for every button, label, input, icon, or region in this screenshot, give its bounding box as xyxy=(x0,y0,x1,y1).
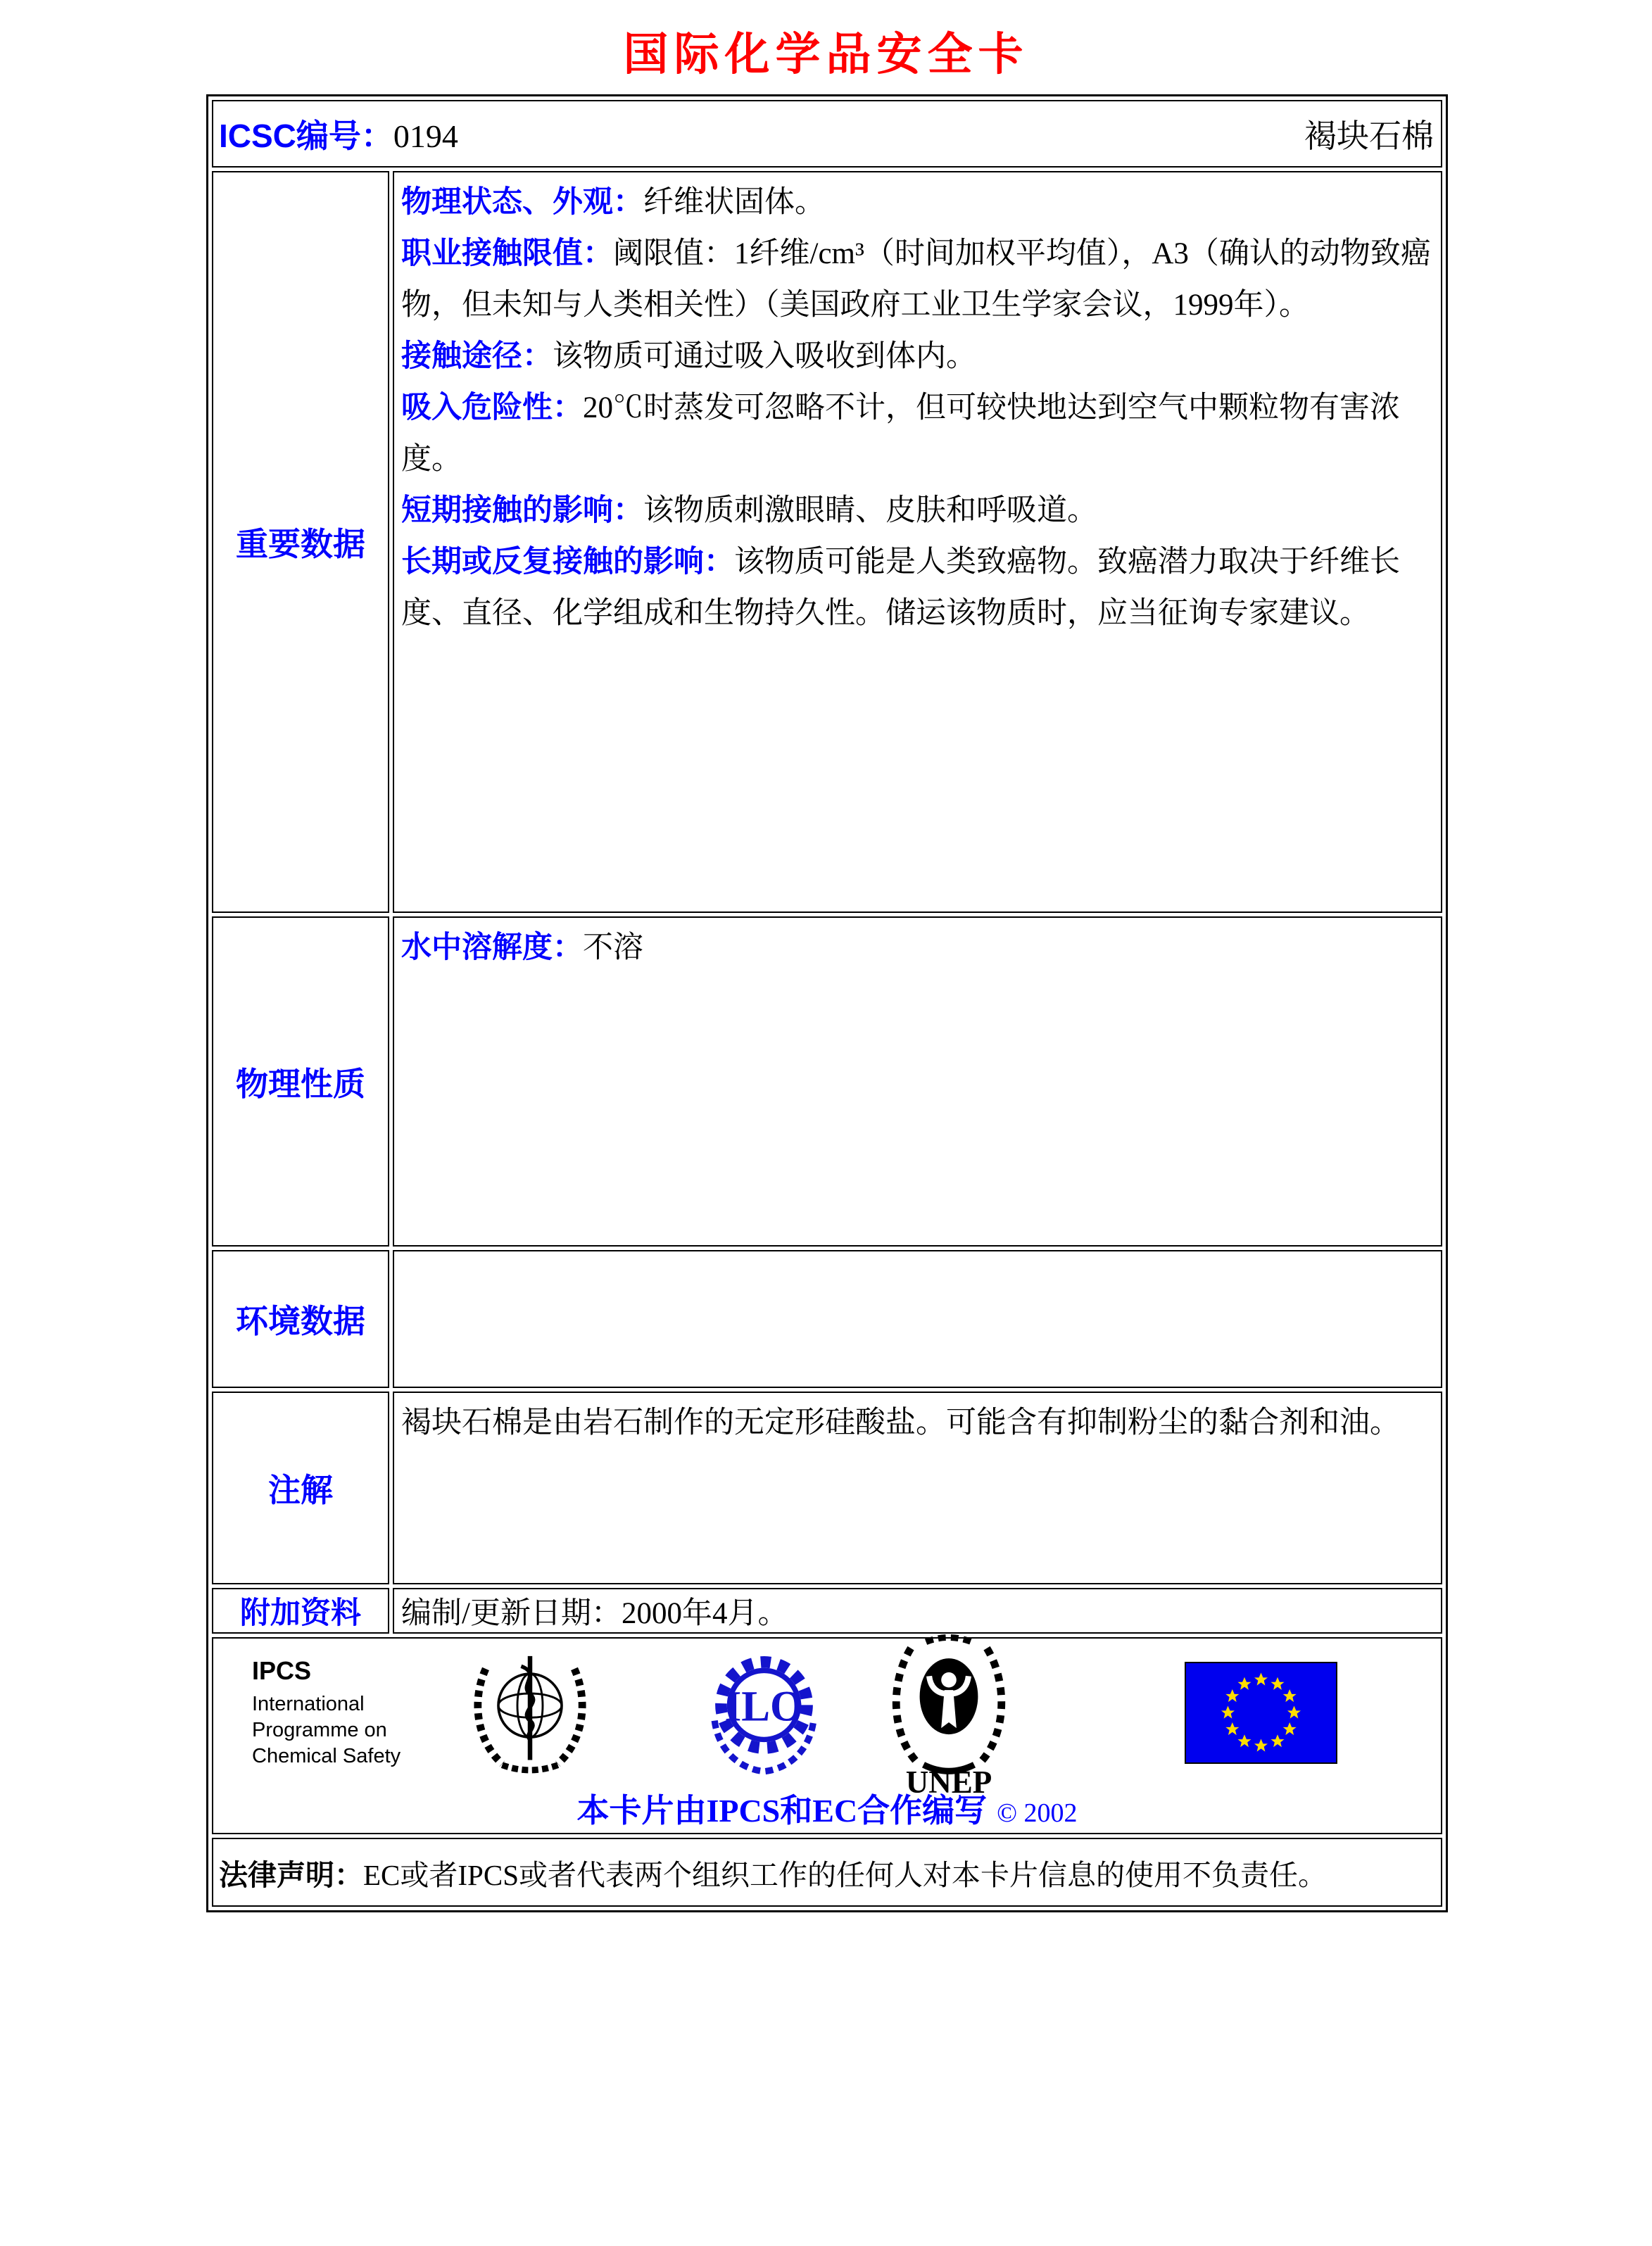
field-occupational-exposure-limits: 职业接触限值：阈限值：1纤维/cm³（时间加权平均值），A3（确认的动物致癌物，但未知与人类相关性）（美国政府工业卫生学家会议，1999年）。 xyxy=(401,236,1431,322)
ilo-logo xyxy=(699,1648,829,1778)
icsc-card-table xyxy=(206,94,1448,1912)
section-label-important-data: 重要数据 xyxy=(212,171,389,913)
legal-cell xyxy=(212,1838,1442,1907)
notes-row xyxy=(212,1392,1442,1584)
icsc-number-label: ICSC编号： xyxy=(219,118,393,154)
environmental-data-row xyxy=(212,1250,1442,1388)
field-routes-of-exposure: 接触途径：该物质可通过吸入吸收到体内。 xyxy=(401,339,976,373)
copyright-text: © 2002 xyxy=(997,1798,1078,1828)
field-water-solubility: 水中溶解度：不溶 xyxy=(401,930,643,964)
header-row xyxy=(212,100,1442,168)
field-physical-state: 物理状态、外观：纤维状固体。 xyxy=(401,185,825,219)
logo-row xyxy=(213,1640,1441,1796)
icsc-number-value: 0194 xyxy=(393,118,458,154)
physical-properties-content xyxy=(393,916,1442,1247)
unep-logo xyxy=(885,1630,1012,1796)
footer-row xyxy=(212,1637,1442,1834)
icsc-number-field xyxy=(219,111,458,157)
important-data-content xyxy=(393,171,1442,913)
field-short-term-effects: 短期接触的影响：该物质刺激眼睛、皮肤和呼吸道。 xyxy=(401,493,1097,527)
field-long-term-effects: 长期或反复接触的影响：该物质可能是人类致癌物。致癌潜力取决于纤维长度、直径、化学组成和生物持久性。储运该物质时，应当征询专家建议。 xyxy=(401,545,1400,630)
additional-info-row xyxy=(212,1588,1442,1634)
who-logo xyxy=(467,1646,593,1779)
field-inhalation-risk: 吸入危险性：20℃时蒸发可忽略不计，但可较快地达到空气中颗粒物有害浓度。 xyxy=(401,391,1400,476)
chemical-name: 褐块石棉 xyxy=(1304,118,1434,154)
header-cell xyxy=(212,100,1442,168)
notes-content xyxy=(393,1392,1442,1584)
environmental-data-content xyxy=(393,1250,1442,1388)
section-label-physical-properties: 物理性质 xyxy=(212,916,389,1247)
section-label-additional-info: 附加资料 xyxy=(212,1588,389,1634)
notes-text: 褐块石棉是由岩石制作的无定形硅酸盐。可能含有抑制粉尘的黏合剂和油。 xyxy=(401,1406,1400,1439)
eu-flag xyxy=(1185,1662,1337,1764)
section-label-notes: 注解 xyxy=(212,1392,389,1584)
legal-row xyxy=(212,1838,1442,1907)
page-title: 国际化学品安全卡 xyxy=(623,28,1029,81)
section-label-environmental-data: 环境数据 xyxy=(212,1250,389,1388)
footer-cell xyxy=(212,1637,1442,1834)
legal-text: EC或者IPCS或者代表两个组织工作的任何人对本卡片信息的使用不负责任。 xyxy=(363,1858,1327,1891)
ipcs-acronym: IPCS xyxy=(252,1655,312,1685)
svg-text:UNEP: UNEP xyxy=(905,1764,992,1796)
important-data-row xyxy=(212,171,1442,913)
physical-properties-row xyxy=(212,916,1442,1247)
cooperation-caption: 本卡片由IPCS和EC合作编写 © 2002 xyxy=(576,1793,1078,1829)
legal-label: 法律声明： xyxy=(219,1858,363,1891)
ipcs-text-block: IPCS International Programme on Chemical Safety xyxy=(252,1656,403,1769)
additional-info-content: 编制/更新日期：2000年4月。 xyxy=(393,1588,1442,1634)
svg-text:ILO: ILO xyxy=(724,1683,804,1731)
